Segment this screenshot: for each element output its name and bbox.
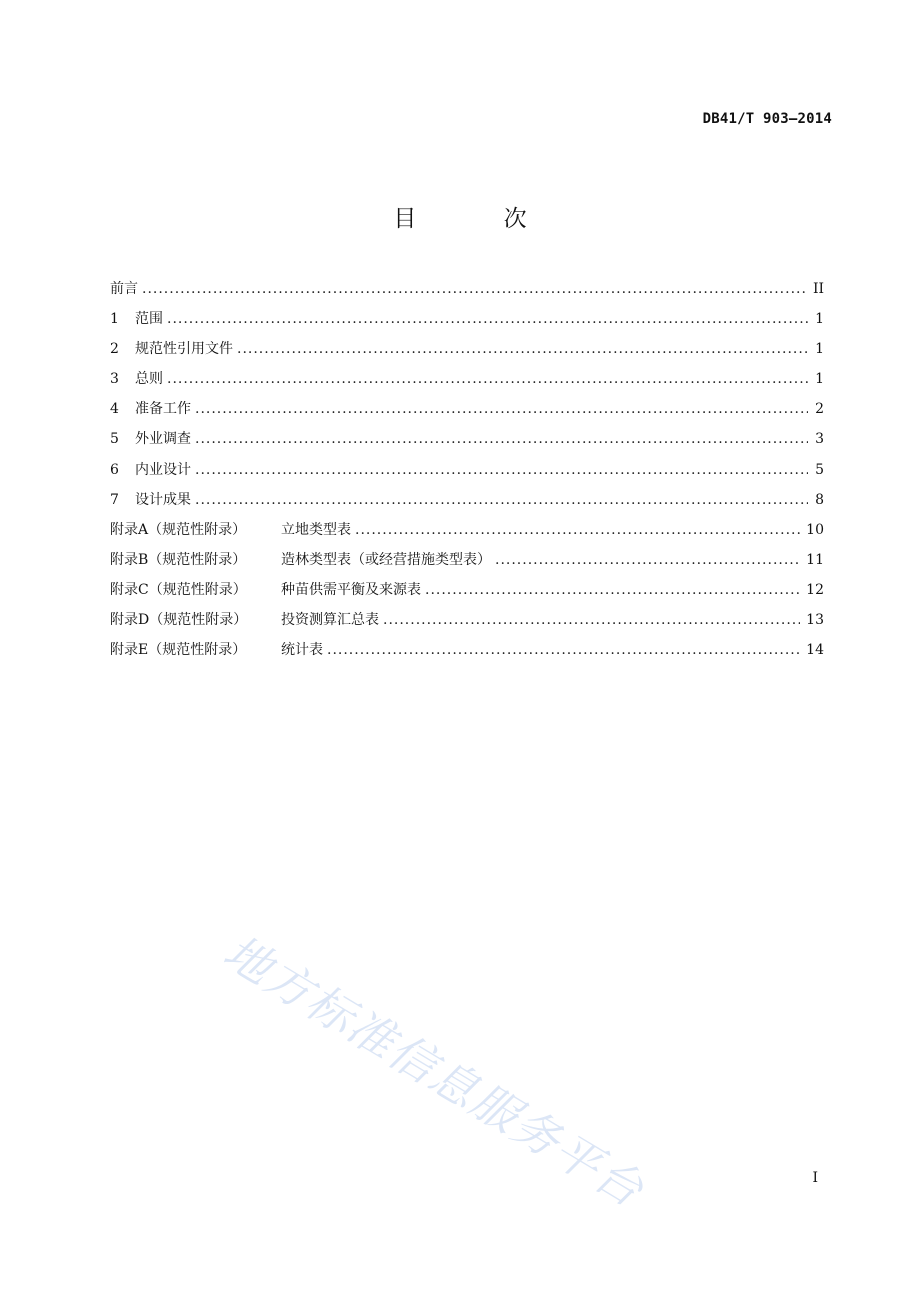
toc-entry-title: 种苗供需平衡及来源表 (281, 581, 421, 598)
toc-entry-2[interactable] (110, 339, 824, 369)
toc-entry-7[interactable] (110, 490, 824, 520)
toc-leader-dots (142, 279, 807, 299)
toc-entry-appendix-c[interactable] (110, 580, 824, 610)
toc-appendix-prefix: 附录C（规范性附录） (110, 581, 247, 598)
toc-entry-page: 5 (815, 461, 824, 478)
toc-leader-dots (495, 550, 800, 570)
toc-entry-1[interactable] (110, 309, 824, 339)
toc-entry-title: 总则 (135, 371, 163, 388)
toc-entry-page: II (812, 281, 824, 297)
toc-entry-page: 13 (806, 612, 824, 629)
toc-entry-title: 规范性引用文件 (135, 341, 233, 358)
toc-entry-page: 10 (806, 521, 824, 538)
toc-entry-title: 外业调查 (135, 431, 191, 448)
toc-entry-3[interactable] (110, 369, 824, 399)
page-number: I (812, 1170, 818, 1186)
toc-entry-page: 3 (815, 431, 824, 448)
toc-leader-dots (195, 490, 808, 510)
toc-entry-title: 前言 (110, 281, 138, 297)
toc-leader-dots (167, 309, 808, 329)
toc-entry-title: 范围 (135, 311, 163, 328)
toc-entry-6[interactable] (110, 460, 824, 490)
toc-appendix-prefix: 附录E（规范性附录） (110, 642, 247, 659)
toc-entry-number: 6 (110, 461, 119, 478)
toc-appendix-prefix: 附录B（规范性附录） (110, 551, 247, 568)
toc-entry-5[interactable] (110, 429, 824, 459)
toc-leader-dots (195, 460, 808, 480)
toc-entry-appendix-b[interactable] (110, 550, 824, 580)
toc-entry-page: 11 (806, 551, 824, 568)
toc-appendix-prefix: 附录A（规范性附录） (110, 521, 247, 538)
toc-entry-title: 设计成果 (135, 491, 191, 508)
toc-list (110, 279, 824, 670)
toc-entry-preface[interactable] (110, 279, 824, 309)
toc-entry-page: 14 (806, 642, 824, 659)
toc-leader-dots (167, 369, 808, 389)
toc-entry-number: 2 (110, 341, 119, 358)
toc-entry-number: 5 (110, 431, 119, 448)
toc-entry-appendix-d[interactable] (110, 610, 824, 640)
toc-entry-number: 1 (110, 311, 119, 328)
toc-entry-number: 3 (110, 371, 119, 388)
toc-entry-page: 2 (815, 401, 824, 418)
toc-entry-title: 造林类型表（或经营措施类型表） (281, 551, 491, 568)
toc-leader-dots (383, 610, 800, 630)
toc-entry-page: 1 (815, 341, 824, 358)
toc-appendix-prefix: 附录D（规范性附录） (110, 612, 248, 629)
toc-leader-dots (195, 399, 808, 419)
toc-entry-title: 统计表 (281, 642, 323, 659)
toc-entry-page: 8 (815, 491, 824, 508)
toc-title: 目 次 (393, 206, 567, 232)
toc-entry-title: 准备工作 (135, 401, 191, 418)
toc-entry-4[interactable] (110, 399, 824, 429)
document-code: DB41/T 903—2014 (702, 111, 832, 127)
toc-entry-title: 立地类型表 (281, 521, 351, 538)
toc-entry-page: 12 (806, 581, 824, 598)
toc-leader-dots (425, 580, 800, 600)
toc-leader-dots (195, 429, 808, 449)
toc-leader-dots (327, 640, 800, 660)
toc-entry-appendix-a[interactable] (110, 520, 824, 550)
toc-entry-number: 4 (110, 401, 119, 418)
toc-entry-page: 1 (815, 311, 824, 328)
toc-leader-dots (237, 339, 808, 359)
toc-leader-dots (355, 520, 800, 540)
toc-entry-title: 内业设计 (135, 461, 191, 478)
watermark: 地方标准信息服务平台 (214, 924, 654, 1218)
toc-entry-page: 1 (815, 371, 824, 388)
toc-entry-title: 投资测算汇总表 (281, 612, 379, 629)
toc-entry-number: 7 (110, 491, 119, 508)
toc-entry-appendix-e[interactable] (110, 640, 824, 670)
